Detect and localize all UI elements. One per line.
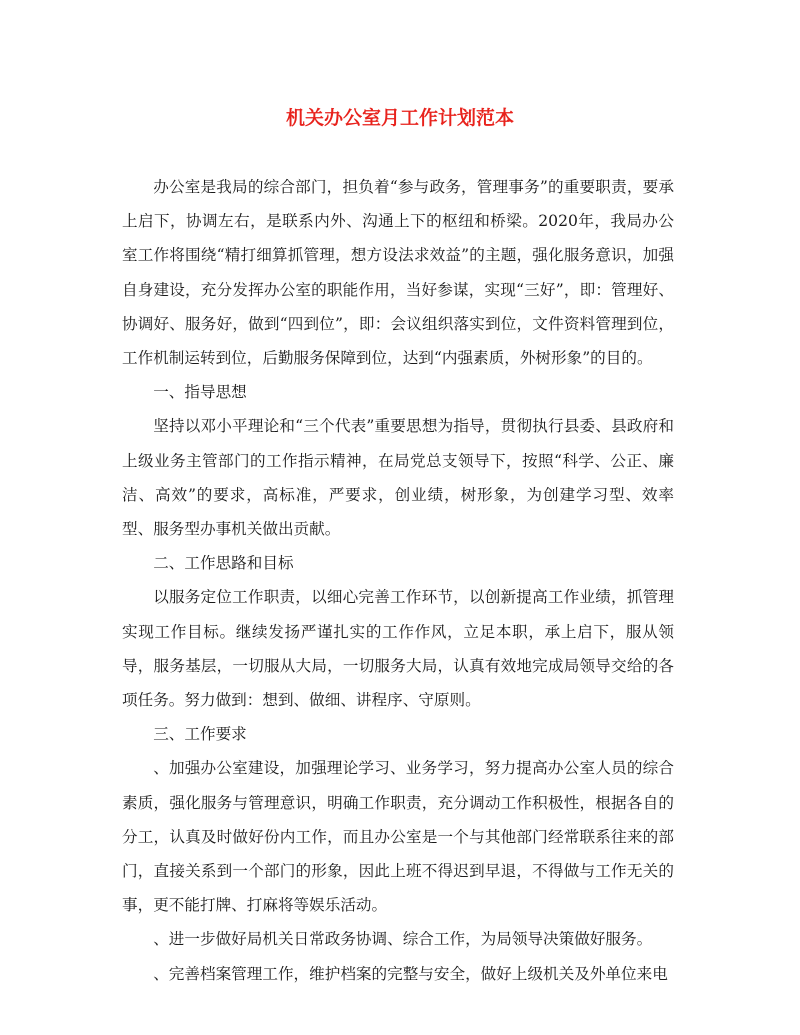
requirement-item-3: 、完善档案管理工作，维护档案的完整与安全，做好上级机关及外单位来电: [153, 964, 668, 983]
guiding-ideology-paragraph: 坚持以邓小平理论和“三个代表”重要思想为指导，贯彻执行县委、县政府和上级业务主管部门的工作指示精神，在局党总支领导下，按照“科学、公正、廉洁、高效”的要求，高标准，严要求，创业绩，树形象，为创建学习型、效率型、服务型办事机关做出贡献。: [122, 417, 674, 539]
section-heading-guiding-ideology: 一、指导思想: [153, 383, 247, 402]
section-heading-work-approach: 二、工作思路和目标: [153, 554, 294, 573]
work-approach-paragraph: 以服务定位工作职责，以细心完善工作环节，以创新提高工作业绩，抓管理实现工作目标。继续发扬严谨扎实的工作作风，立足本职，承上启下，服从领导，服务基层，一切服从大局，一切服务大局，认真有效地完成局领导交给的各项任务。努力做到：想到、做细、讲程序、守原则。: [122, 588, 674, 710]
document-title: 机关办公室月工作计划范本: [285, 107, 514, 129]
document-body: [122, 170, 674, 991]
requirement-item-1: 、加强办公室建设，加强理论学习、业务学习，努力提高办公室人员的综合素质，强化服务与管理意识，明确工作职责，充分调动工作积极性，根据各自的分工，认真及时做好份内工作，而且办公室是一个与其他部门经常联系往来的部门，直接关系到一个部门的形象，因此上班不得迟到早退，不得做与工作无关的事，更不能打牌、打麻将等娱乐活动。: [122, 759, 674, 915]
intro-paragraph: 办公室是我局的综合部门，担负着“参与政务，管理事务”的重要职责，要承上启下，协调左右，是联系内外、沟通上下的枢纽和桥梁。2020年，我局办公室工作将围绕“精打细算抓管理，想方设法求效益”的主题，强化服务意识，加强自身建设，充分发挥办公室的职能作用，当好参谋，实现“三好”，即：管理好、协调好、服务好，做到“四到位”，即：会议组织落实到位，文件资料管理到位，工作机制运转到位，后勤服务保障到位，达到“内强素质，外树形象”的目的。: [122, 178, 674, 368]
section-heading-work-requirements: 三、工作要求: [153, 725, 247, 744]
requirement-item-2: 、进一步做好局机关日常政务协调、综合工作，为局领导决策做好服务。: [153, 930, 653, 949]
